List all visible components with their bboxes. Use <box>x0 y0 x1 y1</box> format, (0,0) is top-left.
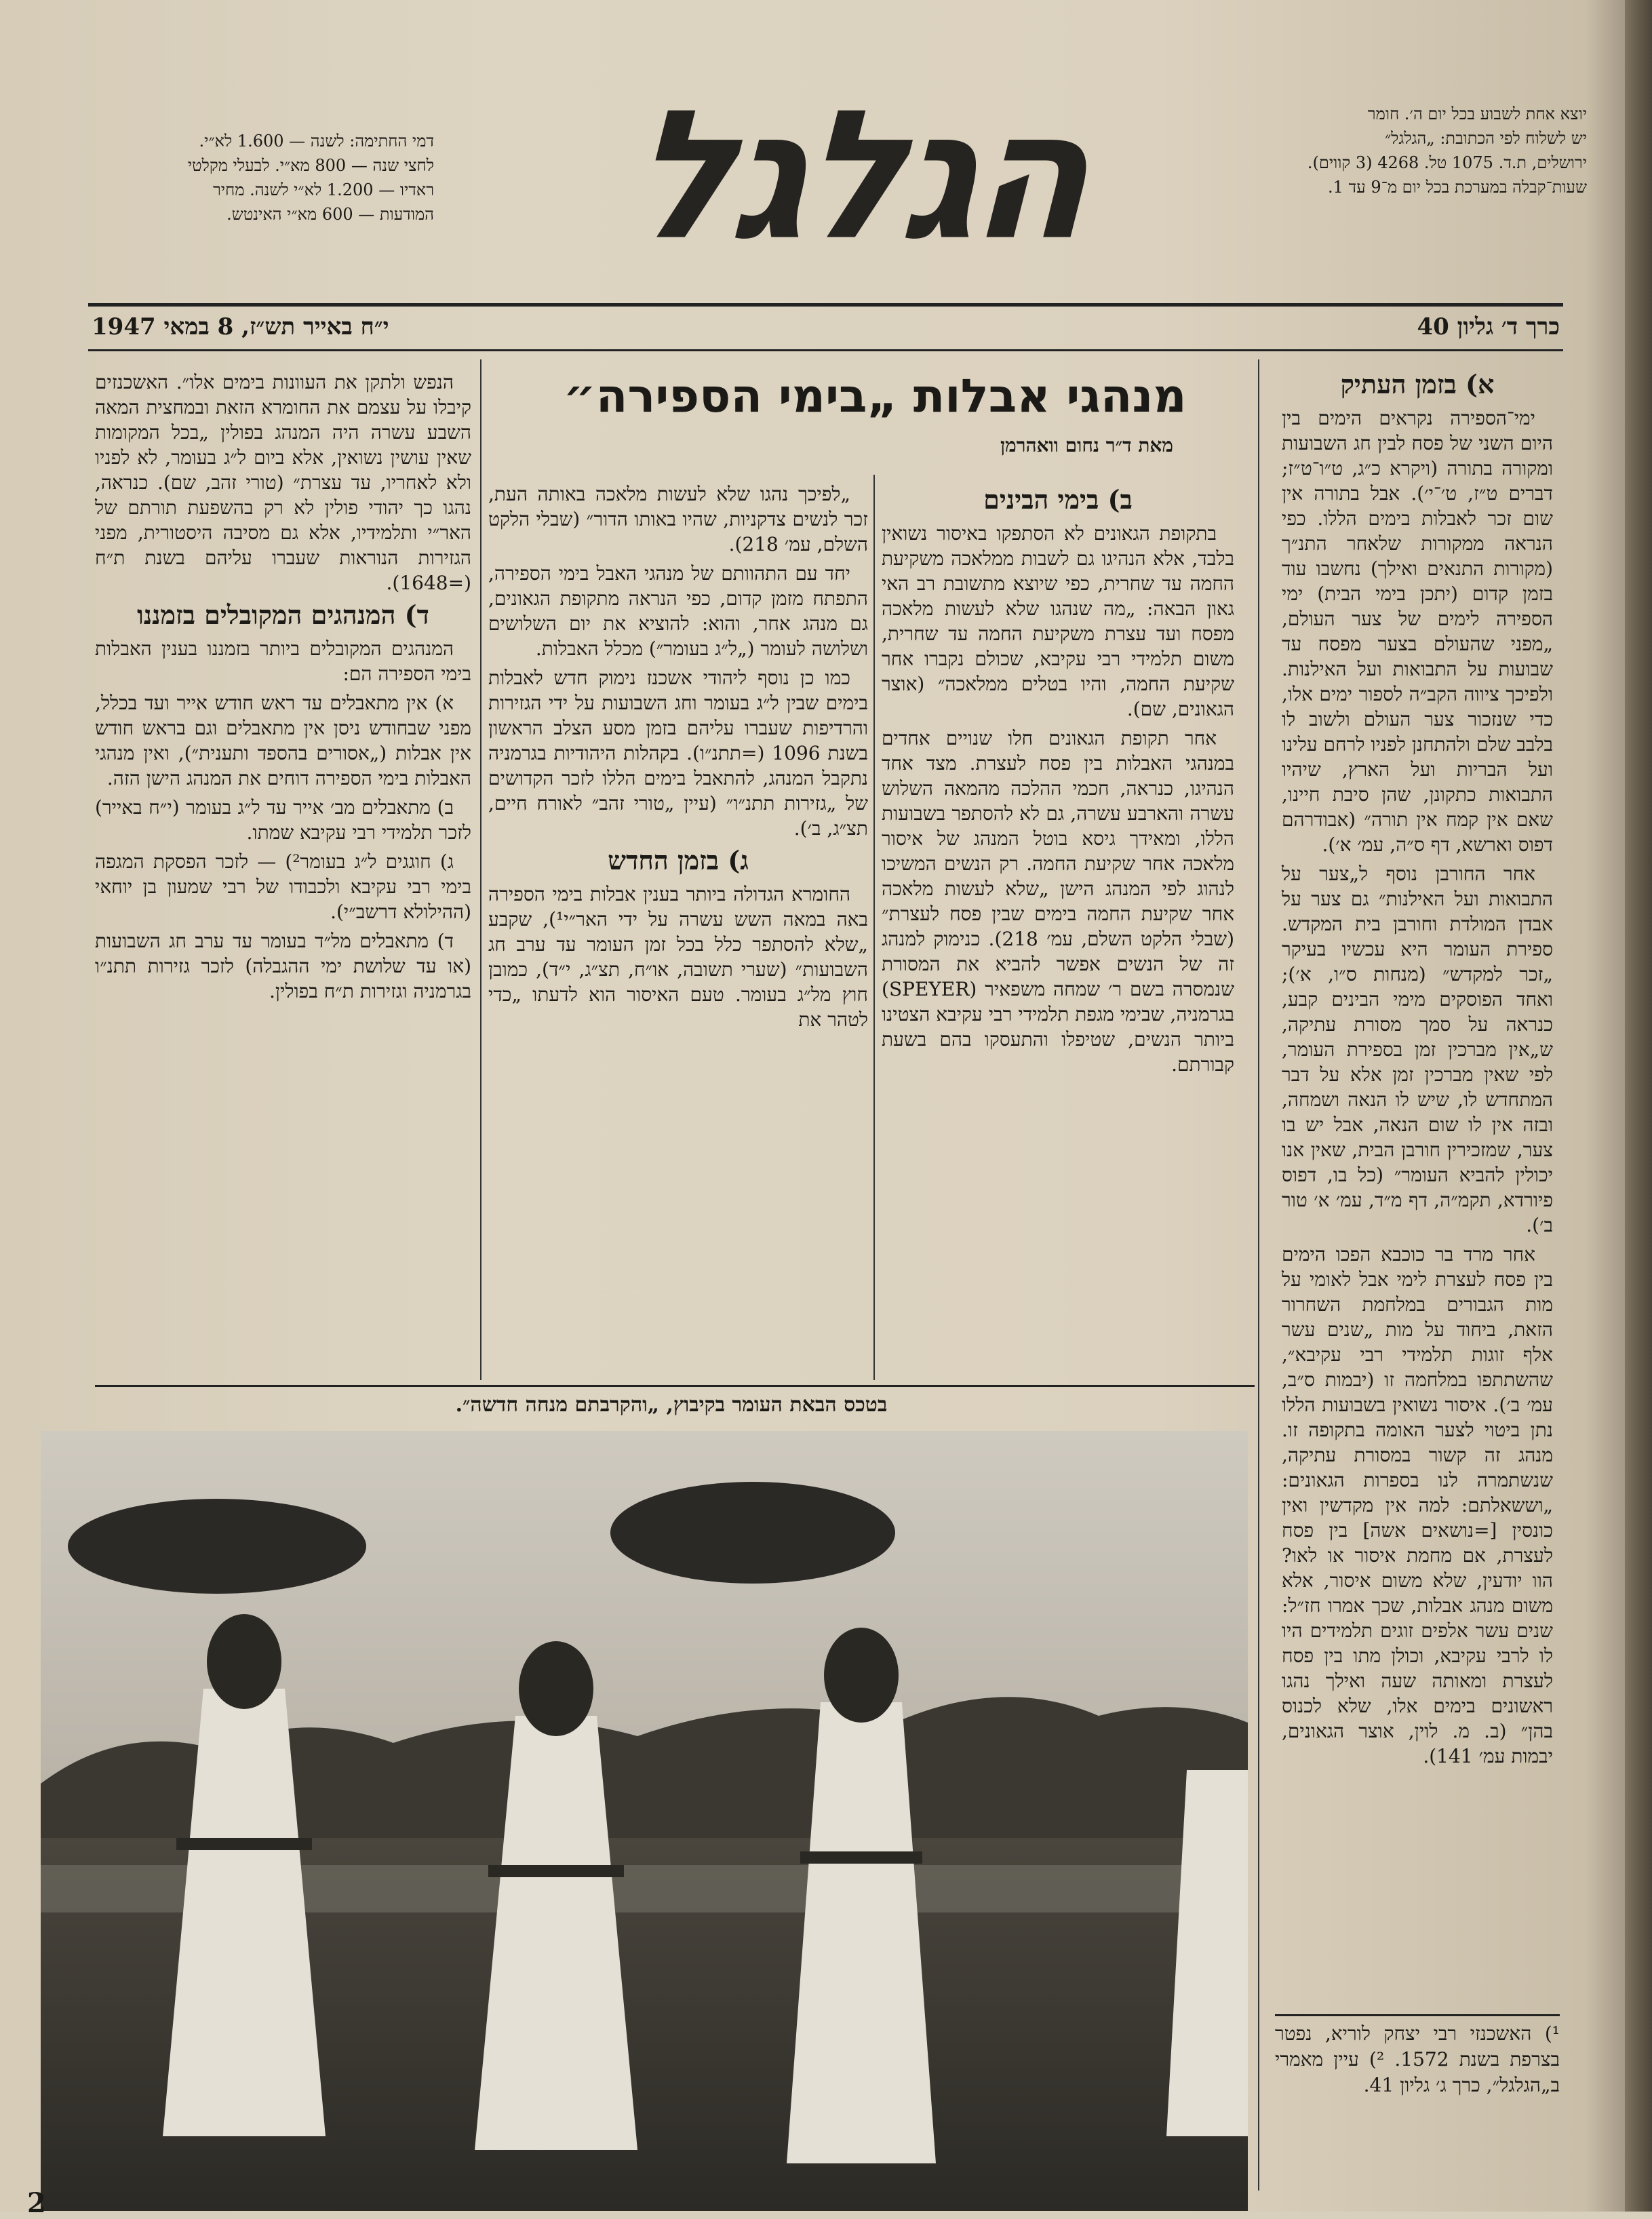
paragraph: ימי־הספירה נקראים הימים בין היום השני של פסח לבין חג השבועות ומקורה בתורה (ויקרא כ״ג, ט״ו־ט״ז; דברים ט״ז, ט׳־י׳). אבל בתורה אין שום זכר לאבלות בימים הללו. כפי הנראה ממקורות שלאחר התנ״ך (מקורות התנאים ואילך) נחשבו עוד בזמן קדום (יתכן בימי הבית) ימי הספירה לימים של צער העולם, „מפני שהעולם בצער מפסח עד שבועות על התבואות ועל האילנות. ולפיכך ציווה הקב״ה לספור ימים אלו, כדי שנזכור צער העולם ולשוב לו בלבב שלם ולהתחנן לפניו לרחם עלינו ועל הבריות ועל הארץ, שיהיו התבואות כתקונן, שהן סיבת חיינו, שאם אין קמח אין תורה״ (אבודרהם דפוס וארשא, דף ס״ה, עמ׳ א׳). <box>1282 407 1553 856</box>
paragraph: ד) מתאבלים מל״ד בעומר עד ערב חג השבועות (או עד שלושת ימי ההגבלה) לזכר גזירות תתנ״ו בגרמניה וגזירות ת״ח בפולין. <box>95 930 471 1002</box>
footnote: ¹) האשכנזי רבי יצחק לוריא, נפטר בצרפת בשנת 1572. ²) עיין מאמרי ב„הגלגל״, כרך ג׳ גליון 41. <box>1275 2022 1560 2096</box>
paragraph: המנהגים המקובלים ביותר בזמננו בענין האבלות בימי הספירה הם: <box>95 637 471 685</box>
column-divider <box>480 359 481 1380</box>
info-line: ראדיו — 1.200 לא״י לשנה. מחיר <box>212 180 434 199</box>
article-column-1 <box>1282 366 1553 1885</box>
section-heading: א) בזמן העתיק <box>1340 369 1495 399</box>
paragraph: אחר מרד בר כוכבא הפכו הימים בין פסח לעצרת לימי אבל לאומי על מות הגבורים במלחמת השחרור הזאת, ביחוד על מות „שנים עשר אלף זוגות תלמידי רבי עקיבא״, שהשתתפו במלחמה זו (יבמות ס״ב, עמ׳ ב׳). איסור נשואין בשבועות הללו נתן ביטוי לצער האומה בתקופה זו. מנהג זה קשור במסורת עתיקה, שנשתמרה לנו בספרות הגאונים: „וששאלתם: למה אין מקדשין ואין כונסין [=נושאים אשה] בין פסח לעצרת, אם מחמת איסור או לאו? הוו יודעין, שלא משום איסור, אלא משום מנהג אבלות, שכך אמרו חז״ל: שנים עשר אלפים זוגים תלמידים היו לו לרבי עקיבא, וכולן מתו בין פסח לעצרת ומאותה שעה ואילך נהגו ראשונים בימים אלו, שלא לכנוס בהן״ (ב. מ. לוין, אוצר הגאונים, יבמות עמ׳ 141). <box>1282 1243 1553 1767</box>
subscription-info <box>95 129 434 227</box>
paragraph: אחר החורבן נוסף ל„צער על התבואות ועל האילנות״ גם צער על אבדן המולדת וחורבן בית המקדש. ספירת העומר היא עכשיו בעיקר „זכר למקדש״ (מנחות ס״ו, א׳); ואחד הפוסקים מימי הבינים קבע, כנראה על סמך מסורת עתיקה, ש„אין מברכין זמן בספירת העומר, לפי שאין מברכין זמן אלא על דבר המתחדש לו, שיש לו הנאה ושמחה, ובזה אין לו שום הנאה, אבל יש בו צער, שמזכירין חורבן הבית, שאין אנו יכולין להביא העומר״ (כל בו, דפוס פיורדא, תקמ״ה, דף מ״ד, עמ׳ א׳ טור ב׳). <box>1282 863 1553 1236</box>
paragraph: יחד עם התהוותם של מנהגי האבל בימי הספירה, התפתח מזמן קדום, כפי הנראה מתקופת הגאונים, גם מנהג אחר, והוא: להוציא את יום השלושים ושלושה לעומר („ל״ג בעומר״) מכלל האבלות. <box>488 562 868 660</box>
info-line: ירושלים, ת.ד. 1075 טל. 4268 (3 קווים). <box>1307 153 1587 172</box>
article-column-2 <box>882 482 1234 1383</box>
paragraph: כמו כן נוסף ליהודי אשכנז נימוק חדש לאבלות בימים שבין ל״ג בעומר וחג השבועות על ידי הגזירות והרדיפות שעברו עליהם בזמן מסע הצלב הראשון בשנת 1096 (=תתנ״ו). בקהלות היהודיות בגרמניה נתקבל המנהג, להתאבל בימים הללו לזכר הקדושים של „גזירות תתנ״ו״ (עיין „טורי זהב״ לאורח חיים, תצ״ג, ב׳). <box>488 667 869 840</box>
column-divider <box>873 475 875 1380</box>
section-heading: ג) בזמן החדש <box>608 845 749 876</box>
issue-rule <box>88 349 1563 351</box>
issue-date: י״ח באייר תש״ז, 8 במאי 1947 <box>92 313 389 340</box>
info-line: יש לשלוח לפי הכתובת: „הגלגל״ <box>1385 129 1587 148</box>
paragraph: אחר תקופת הגאונים חלו שנויים אחדים במנהגי האבלות בין פסח לעצרת. מצד אחד הנהיגו, כנראה, חכמי ההלכה מהמאה השלוש עשרה והארבע עשרה, גם לא להסתפר בשבועות הללו, ומאידך גיסא בוטל המנהג של איסור מלאכה אחר שקיעת החמה. רק הנשים המשיכו לנהוג לפי המנהג הישן „שלא לעשות מלאכה אחר שקיעת החמה בימים שבין פסח לעצרת״ (שבלי הלקט השלם, עמ׳ 218). כנימוק למנהג זה של הנשים אפשר להביא את המסורת שנמסרה בשם ר׳ שמחה משפאיר (SPEYER) בגרמניה, שבימי מגפת תלמידי רבי עקיבא הצטינו ביותר הנשים, שטיפלו והתעסקו בהם בשעת קבורתם. <box>882 727 1234 1076</box>
paragraph: בתקופת הגאונים לא הסתפקו באיסור נשואין בלבד, אלא הנהיגו גם לשבות ממלאכה משקיעת החמה עד שחרית, כפי שיוצא מתשובת רב האי גאון הבאה: „מה שנהגו שלא לעשות מלאכה מפסח ועד עצרת משקיעת החמה עד שחרית, משום תלמידי רבי עקיבא, שכולם נקברו אחר שקיעת החמה, והיו בטלים ממלאכה״ (אוצר הגאונים, שם). <box>882 522 1234 720</box>
info-line: דמי החתימה: לשנה — 1.600 לא״י. <box>199 132 434 151</box>
photo-illustration <box>41 1431 1248 2211</box>
section-heading: ב) בימי הבינים <box>983 484 1133 515</box>
paragraph: הנפש ולתקן את העוונות בימים אלו״. האשכנזים קיבלו על עצמם את החומרא הזאת ובמחצית המאה השבע עשרה היה המנהג בפולין „בכל המקומות שאין עושין נשואין, אלא ביום ל״ג בעומר, לא לפניו ולא לאחריו, עד עצרת״ (טורי זהב, שם). כנראה, נהגו כך יהודי פולין לא רק בהשפעת תורתם של האר״י ותלמידיו, אלא גם מסיבה היסטורית, מפני הגזירות הנוראות שעברו עליהם בשנת ת״ח (=1648). <box>95 371 471 594</box>
photo-caption: בטכס הבאת העומר בקיבוץ, „והקרבתם מנחה חדשה״. <box>455 1393 888 1417</box>
caption-rule <box>95 1385 1255 1387</box>
article-column-3 <box>488 482 868 1383</box>
page-number: 2 <box>27 2187 46 2219</box>
harvest-ceremony-photo <box>41 1431 1248 2211</box>
info-line: לחצי שנה — 800 מא״י. לבעלי מקלטי <box>187 156 434 175</box>
paragraph: „לפיכך נהגו שלא לעשות מלאכה באותה העת, זכר לנשים צדקניות, שהיו באותו הדור״ (שבלי הלקט השלם, עמ׳ 218). <box>488 483 868 555</box>
paragraph: החומרא הגדולה ביותר בענין אבלות בימי הספירה באה במאה השש עשרה על ידי האר״י¹), שקבע „שלא להסתפר כלל בכל זמן העומר עד ערב חג השבועות״ (שערי תשובה, או״ח, תצ״ג, י״ד), כמובן חוץ מל״ג בעומר. טעם האיסור הוא לדעתו „כדי לטהר את <box>488 883 868 1031</box>
footnote-rule <box>1275 2014 1560 2016</box>
section-heading: ד) המנהגים המקובלים בזמננו <box>137 600 429 630</box>
newspaper-logo: הגלגל <box>618 71 1123 279</box>
paragraph: א) אין מתאבלים עד ראש חודש אייר ועד בכלל, מפני שבחודש ניסן אין מתאבלים וגם בראש חודש אין אבלות („אסורים בהספד ותענית״), ואין מנהגי האבלות בימי הספירה דוחים את המנהג הישן הזה. <box>95 692 471 789</box>
paragraph: ב) מתאבלים מב׳ אייר עד ל״ג בעומר (י״ח באייר) לזכר תלמידי רבי עקיבא שמתו. <box>95 796 471 844</box>
info-line: שעות־קבלה במערכת בכל יום מ־9 עד 1. <box>1328 178 1587 197</box>
column-divider <box>1258 359 1259 2191</box>
publication-info <box>1275 102 1587 199</box>
article-column-4 <box>95 370 471 1387</box>
issue-volume: כרך ד׳ גליון 40 <box>1417 313 1560 340</box>
article-title: מנהגי אבלות „בימי הספירה״ <box>563 370 1187 423</box>
page-binding <box>1625 0 1652 2212</box>
info-line: המודעות — 600 מא״י האינטש. <box>227 205 434 224</box>
paragraph: ג) חוגגים ל״ג בעומר²) — לזכר הפסקת המגפה בימי רבי עקיבא ולכבודו של רבי שמעון בן יוחאי (ההילולא דרשב״י). <box>95 850 471 923</box>
info-line: יוצא אחת לשבוע בכל יום ה׳. חומר <box>1367 104 1587 123</box>
article-byline: מאת ד״ר נחום וואהרמן <box>1000 434 1173 456</box>
